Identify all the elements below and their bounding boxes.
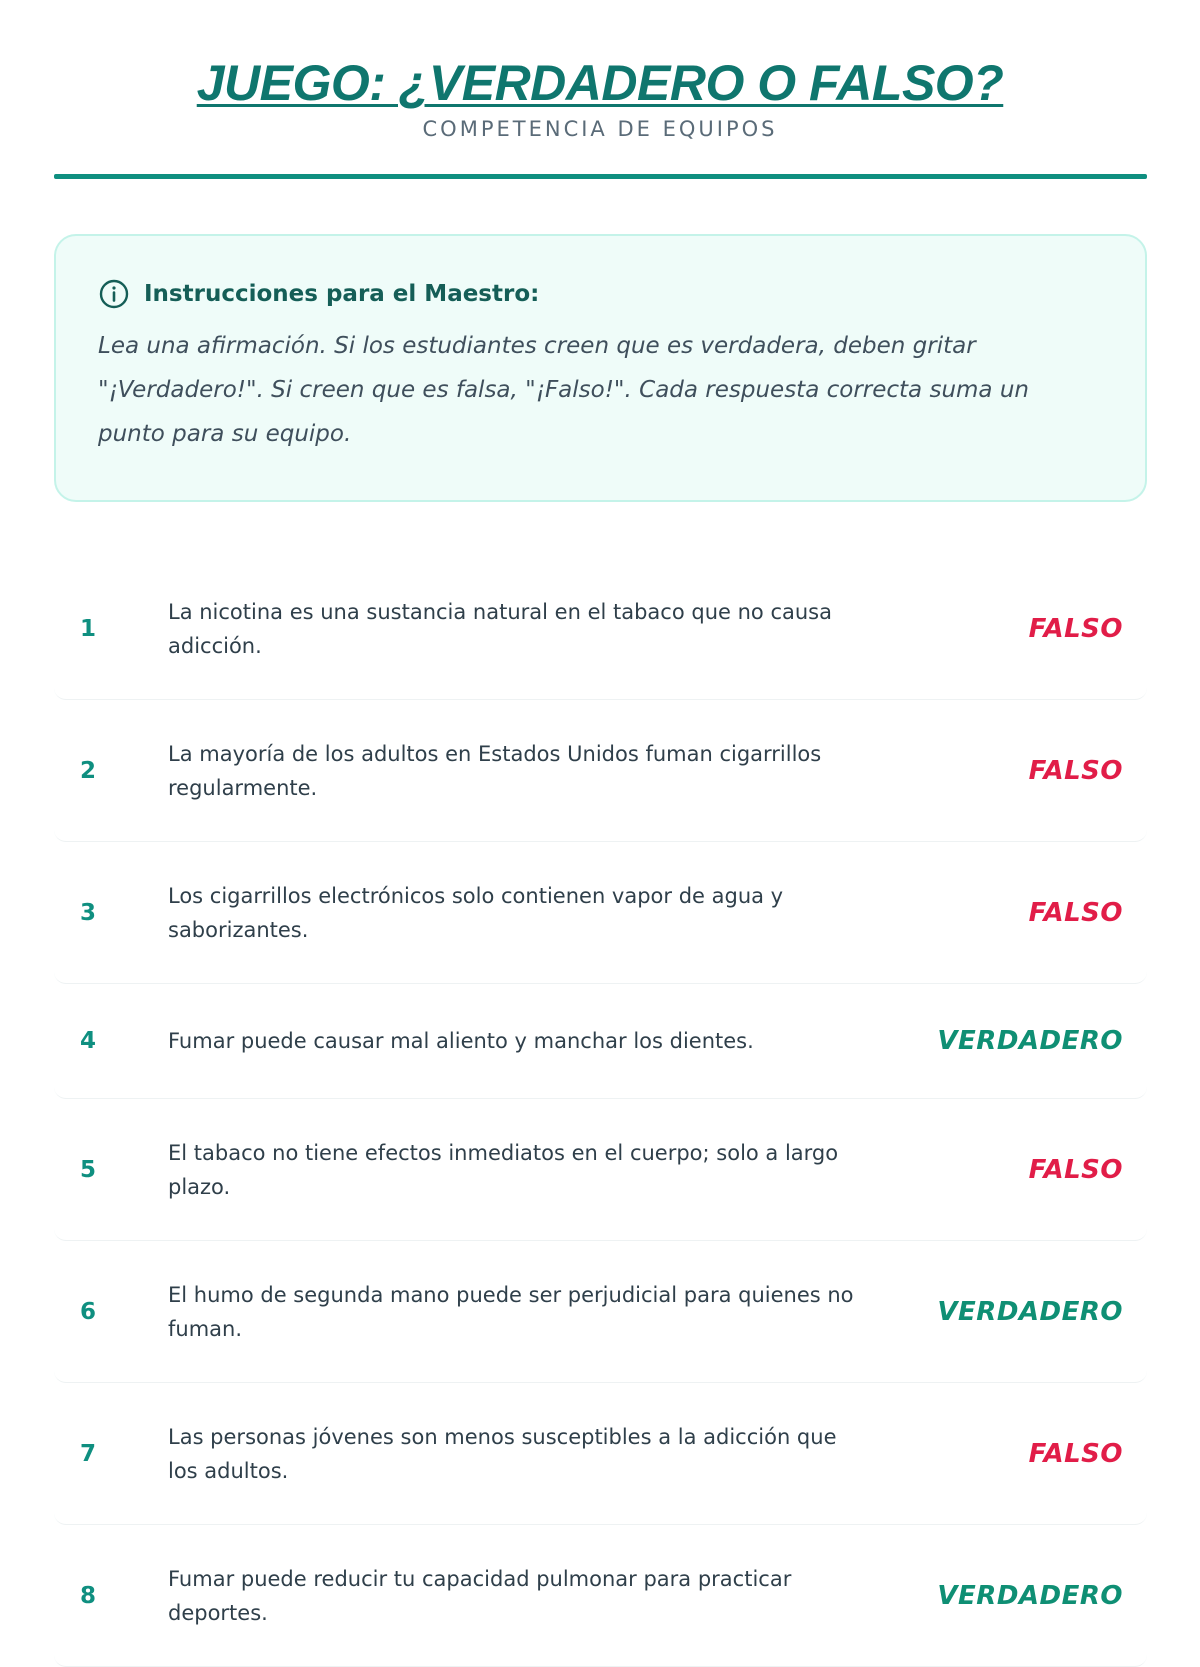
answer-label: VERDADERO [937,1580,1123,1611]
answer-label: VERDADERO [937,1026,1123,1056]
statement-text: Fumar puede causar mal aliento y manchar los dientes. [168,1029,754,1053]
statement-row [54,1241,1147,1383]
statement-number: 8 [80,1582,97,1609]
instructions-box [54,234,1147,502]
page-title: JUEGO: ¿VERDADERO O FALSO? [196,55,1004,111]
statement-text: La nicotina es una sustancia natural en el tabaco que no causa adicción. [168,599,832,658]
instructions-title: Instrucciones para el Maestro: [144,281,540,307]
statement-text: El humo de segunda mano puede ser perjudicial para quienes no fuman. [168,1282,854,1341]
statement-number: 3 [80,899,97,926]
answer-label: FALSO [1028,613,1123,644]
answer-label: FALSO [1028,1438,1123,1469]
statement-text: Las personas jóvenes son menos susceptibles a la adicción que los adultos. [168,1424,837,1483]
statement-row [54,842,1147,984]
statement-number: 1 [80,615,97,642]
instructions-text: Lea una afirmación. Si los estudiantes creen que es verdadera, deben gritar "¡Verdadero!". Si creen que es falsa, "¡Falso!". Cada respuesta correcta suma un punto para su equipo. [98,333,1029,447]
answer-label: FALSO [1028,1154,1123,1185]
header [0,0,1200,141]
instructions-header [98,278,1103,310]
statement-text: El tabaco no tiene efectos inmediatos en el cuerpo; solo a largo plazo. [168,1140,839,1199]
statement-text: Los cigarrillos electrónicos solo contienen vapor de agua y saborizantes. [168,883,784,942]
statement-row [54,1383,1147,1525]
info-icon [98,278,130,310]
statement-list [54,558,1147,1667]
statement-text: Fumar puede reducir tu capacidad pulmonar para practicar deportes. [168,1566,792,1625]
statement-number: 7 [80,1440,97,1467]
statement-text: La mayoría de los adultos en Estados Unidos fuman cigarrillos regularmente. [168,741,822,800]
statement-row [54,1099,1147,1241]
statement-row [54,1525,1147,1667]
answer-label: VERDADERO [937,1296,1123,1327]
statement-number: 4 [80,1028,97,1054]
statement-row [54,558,1147,700]
statement-number: 2 [80,757,97,784]
statement-row [54,700,1147,842]
answer-label: FALSO [1028,755,1123,786]
page-subtitle: COMPETENCIA DE EQUIPOS [422,117,778,141]
statement-number: 6 [80,1298,97,1325]
header-divider [54,174,1147,179]
statement-number: 5 [80,1156,97,1183]
answer-label: FALSO [1028,897,1123,928]
statement-row [54,984,1147,1099]
